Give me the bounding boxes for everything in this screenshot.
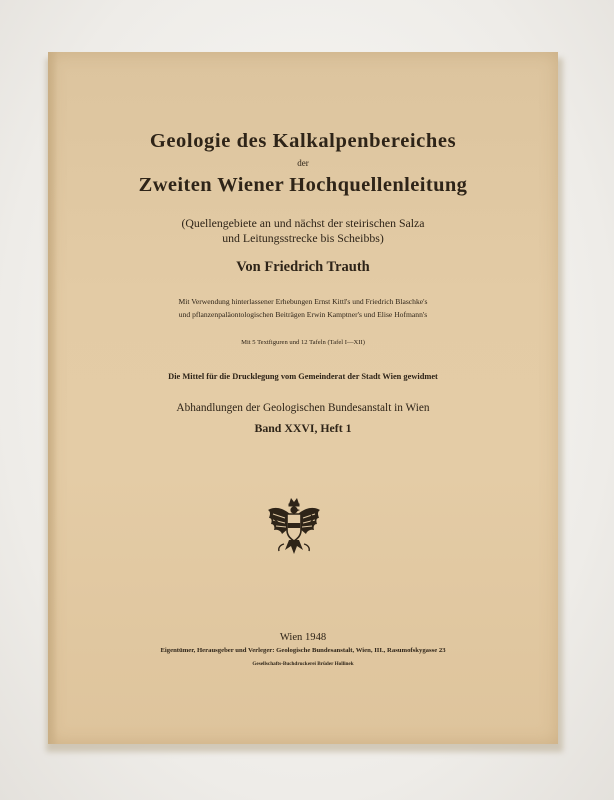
publisher-line: Eigentümer, Herausgeber und Verleger: Geologische Bundesanstalt, Wien, III., Rasumofskygasse 23 <box>160 647 446 654</box>
subtitle-line-1: (Quellengebiete an und nächst der steirischen Salza <box>181 216 425 230</box>
title-line-2: Zweiten Wiener Hochquellenleitung <box>138 174 468 196</box>
volume-number: Band XXVI, Heft 1 <box>254 421 352 435</box>
austrian-eagle-coat-of-arms-icon <box>265 494 323 558</box>
title-line-1: Geologie des Kalkalpenbereiches <box>149 130 457 152</box>
contributors-line-1: Mit Verwendung hinterlassener Erhebungen Ernst Kittl's und Friedrich Blaschke's <box>178 297 428 306</box>
title-connector: der <box>297 158 309 168</box>
contributors-line-2: und pflanzenpaläontologischen Beiträgen Erwin Kamptner's und Elise Hofmann's <box>178 310 428 319</box>
funding-note: Die Mittel für die Drucklegung vom Gemeinderat der Stadt Wien gewidmet <box>168 372 438 381</box>
series-title: Abhandlungen der Geologischen Bundesanstalt in Wien <box>176 402 430 414</box>
author: Von Friedrich Trauth <box>236 259 370 275</box>
figures-note: Mit 5 Textfiguren und 12 Tafeln (Tafel I—XII) <box>241 339 365 346</box>
printer-line: Gesellschafts-Buchdruckerei Brüder Hollinek <box>252 661 354 667</box>
place-and-year: Wien 1948 <box>279 632 327 643</box>
subtitle-line-2: und Leitungsstrecke bis Scheibbs) <box>222 231 384 245</box>
